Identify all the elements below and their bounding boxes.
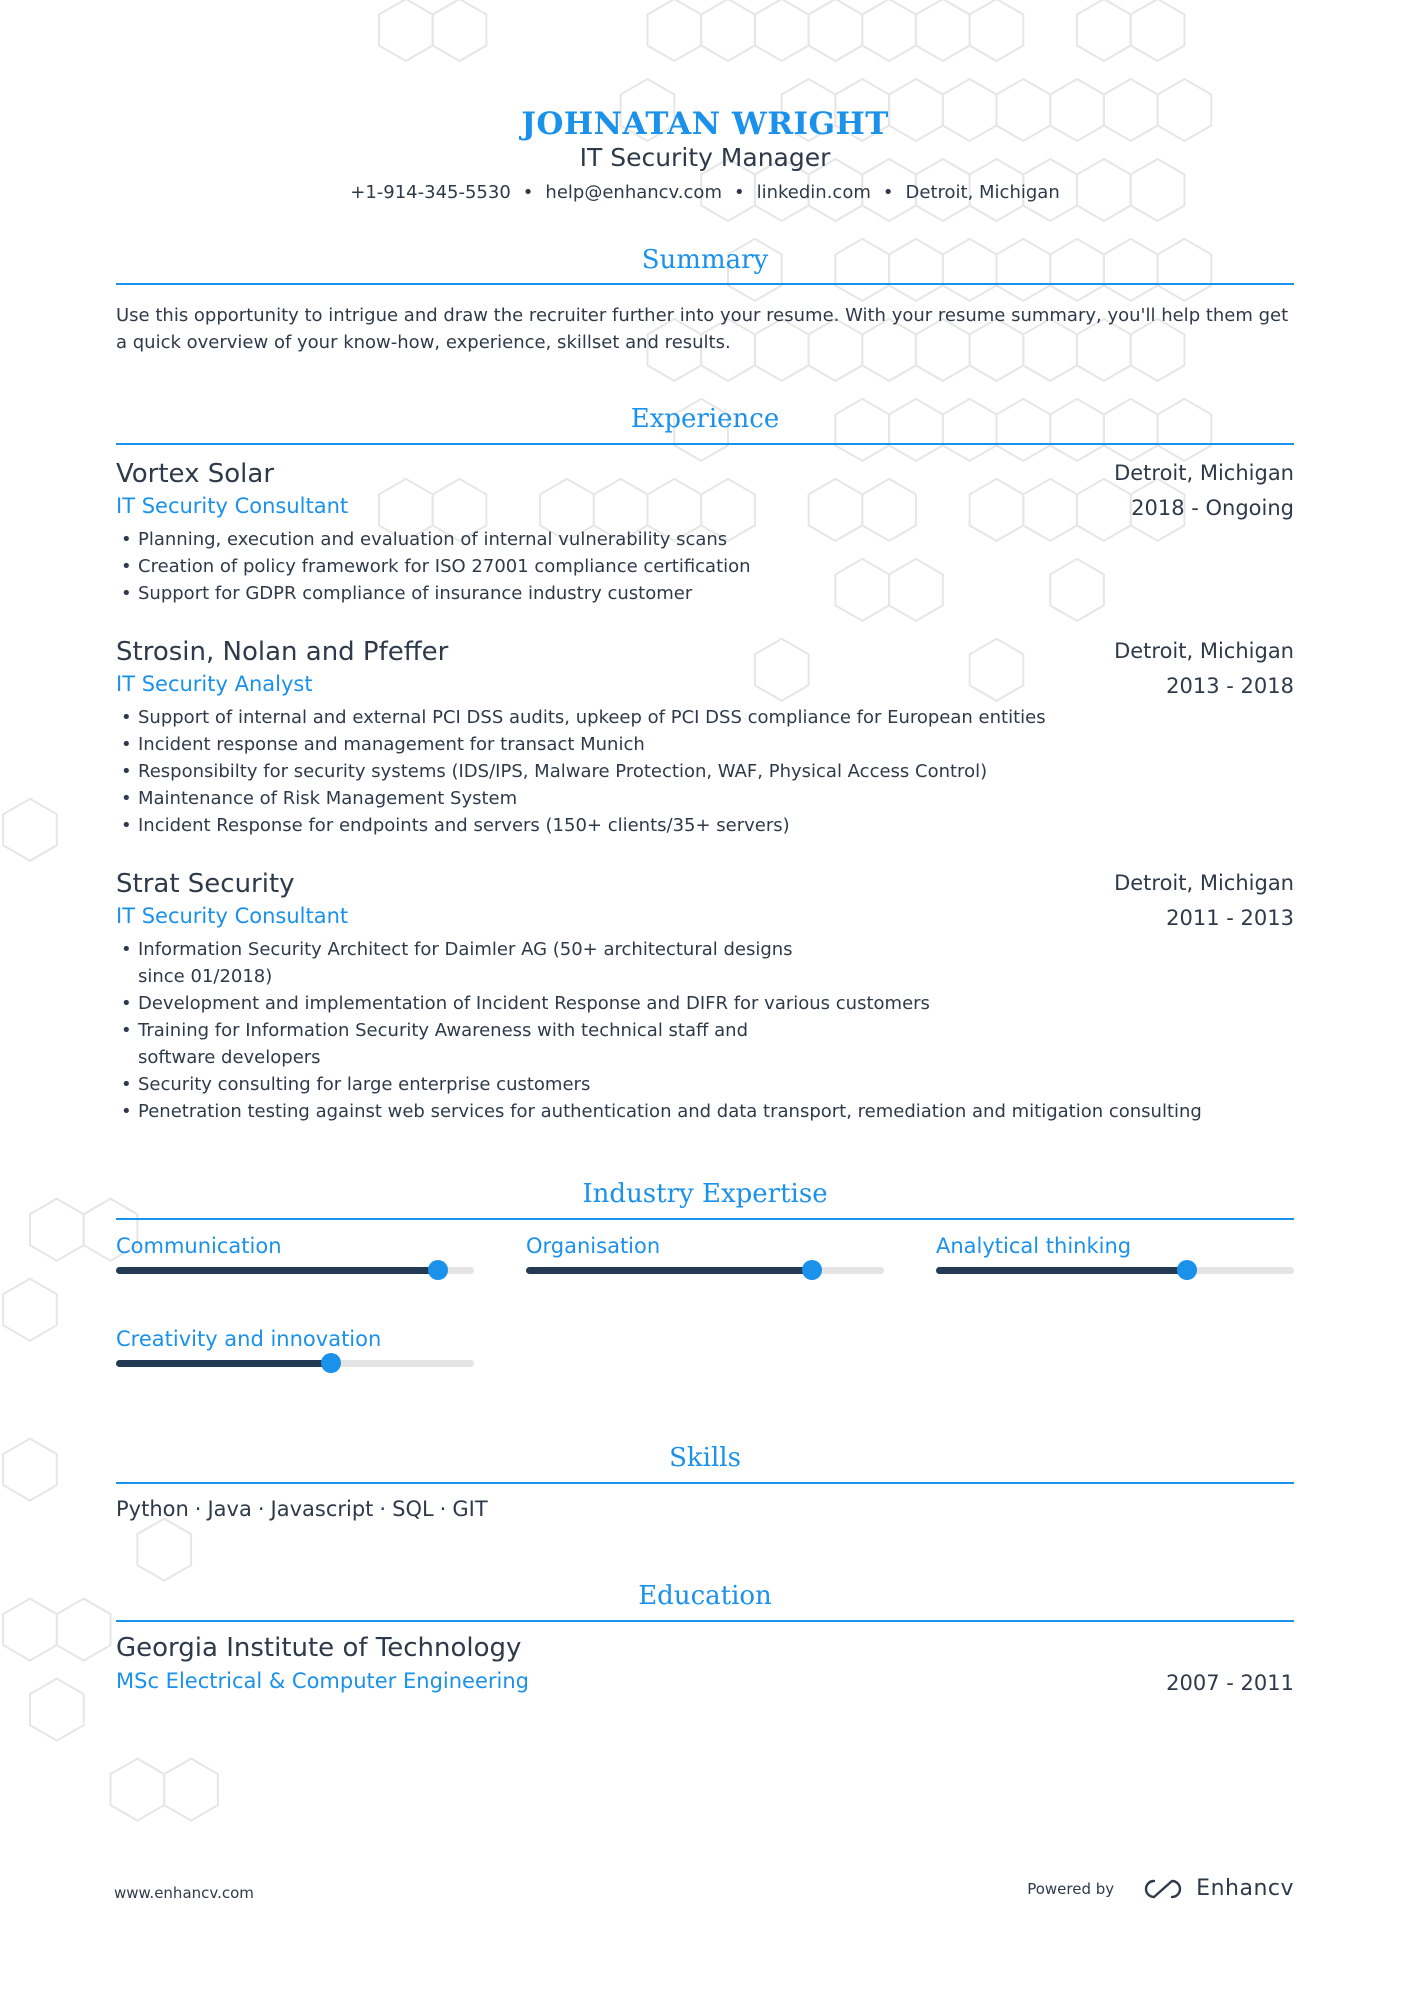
brand-name[interactable]: Enhancv [1196, 1876, 1294, 1901]
job-dates: 2018 - Ongoing [1131, 496, 1294, 520]
hexagon-shape [57, 1599, 111, 1661]
expertise-bar-knob [1177, 1260, 1197, 1280]
summary-text: Use this opportunity to intrigue and draw the recruiter further into your resume. With your resume summary, you'll help them get a quick overview of your know-how, experience, skillset and results. [116, 305, 1289, 353]
expertise-bar-fill [936, 1267, 1187, 1274]
expertise-label: Organisation [526, 1234, 661, 1258]
company-name: Vortex Solar [116, 459, 275, 489]
powered-by-label: Powered by [1027, 1879, 1115, 1898]
list-item: • Development and implementation of Incident Response and DIFR for various customers [116, 990, 1294, 1017]
hexagon-shape [137, 1519, 191, 1581]
job-bullets [116, 526, 1294, 607]
resume-header [116, 103, 1294, 205]
expertise-bar-fill [116, 1360, 331, 1367]
linkedin-link[interactable]: linkedin.com [756, 182, 871, 203]
job-location: Detroit, Michigan [1114, 461, 1294, 485]
separator-dot: • [882, 182, 894, 203]
hexagon-shape [164, 1759, 218, 1821]
hexagon-shape [809, 0, 863, 61]
hexagon-shape [3, 799, 57, 861]
list-item: • Support of internal and external PCI DSS audits, upkeep of PCI DSS compliance for European entities [116, 704, 1294, 731]
degree: MSc Electrical & Computer Engineering [116, 1669, 529, 1693]
list-item: • Penetration testing against web services for authentication and data transport, remediation and mitigation consulting [116, 1098, 1294, 1125]
expertise-heading: Industry Expertise [582, 1179, 828, 1209]
job-location: Detroit, Michigan [1114, 639, 1294, 663]
list-item: • Incident Response for endpoints and servers (150+ clients/35+ servers) [116, 812, 1294, 839]
expertise-bar [936, 1267, 1294, 1274]
skills-divider [116, 1482, 1294, 1484]
email[interactable]: help@enhancv.com [545, 182, 722, 203]
skills-list [116, 1494, 488, 1524]
school-name: Georgia Institute of Technology [116, 1633, 522, 1663]
hexagon-shape [30, 1679, 84, 1741]
job-role: IT Security Consultant [116, 904, 349, 928]
skill-tag: Javascript [270, 1497, 374, 1521]
hexagon-shape [3, 1439, 57, 1501]
experience-heading: Experience [630, 404, 780, 434]
hexagon-shape [3, 1599, 57, 1661]
skill-tag: Python [116, 1497, 189, 1521]
job-entry [116, 868, 1294, 1125]
education-entry [116, 1632, 1294, 1696]
job-role: IT Security Consultant [116, 494, 349, 518]
hexagon-shape [111, 1759, 165, 1821]
job-entry [116, 458, 1294, 607]
list-item: • Responsibilty for security systems (IDS/IPS, Malware Protection, WAF, Physical Access Control) [116, 758, 1294, 785]
hexagon-shape [916, 0, 970, 61]
expertise-bar [116, 1267, 474, 1274]
list-item: • Planning, execution and evaluation of internal vulnerability scans [116, 526, 1294, 553]
candidate-name: JOHNATAN WRIGHT [521, 106, 889, 142]
enhancv-logo-icon [1140, 1877, 1186, 1901]
hexagon-shape [648, 0, 702, 61]
job-dates: 2013 - 2018 [1166, 674, 1294, 698]
expertise-item [526, 1231, 884, 1274]
hexagon-shape [755, 0, 809, 61]
hexagon-shape [1077, 0, 1131, 61]
expertise-label: Communication [116, 1234, 282, 1258]
phone: +1-914-345-5530 [350, 182, 511, 203]
hexagon-shape [3, 1279, 57, 1341]
job-location: Detroit, Michigan [1114, 871, 1294, 895]
hexagon-shape [970, 0, 1024, 61]
expertise-label: Analytical thinking [936, 1234, 1132, 1258]
expertise-label: Creativity and innovation [116, 1327, 382, 1351]
skill-tag: SQL [392, 1497, 434, 1521]
contact-line [116, 181, 1294, 205]
expertise-bar-fill [116, 1267, 438, 1274]
list-item: • Information Security Architect for Daimler AG (50+ architectural designs since 01/2018) [116, 936, 818, 990]
skills-heading: Skills [669, 1443, 741, 1473]
expertise-bar [526, 1267, 884, 1274]
education-dates: 2007 - 2011 [1166, 1671, 1294, 1695]
expertise-bar-knob [321, 1353, 341, 1373]
expertise-divider [116, 1218, 1294, 1220]
summary-divider [116, 283, 1294, 285]
skill-tag: GIT [452, 1497, 488, 1521]
separator-dot: • [733, 182, 745, 203]
expertise-bar [116, 1360, 474, 1367]
expertise-item [116, 1324, 474, 1367]
separator-dot: • [522, 182, 534, 203]
list-item: • Training for Information Security Awareness with technical staff and software developers [116, 1017, 818, 1071]
company-name: Strosin, Nolan and Pfeffer [116, 637, 449, 667]
hexagon-shape [30, 1199, 84, 1261]
hexagon-shape [379, 0, 433, 61]
job-dates: 2011 - 2013 [1166, 906, 1294, 930]
location: Detroit, Michigan [905, 182, 1060, 203]
job-bullets [116, 936, 1294, 1125]
expertise-bar-fill [526, 1267, 812, 1274]
job-entry [116, 636, 1294, 839]
separator-dot: · [194, 1497, 202, 1521]
separator-dot: · [439, 1497, 447, 1521]
hexagon-shape [433, 0, 487, 61]
footer-website[interactable]: www.enhancv.com [114, 1884, 254, 1902]
hexagon-shape [1131, 0, 1185, 61]
expertise-item [936, 1231, 1294, 1274]
separator-dot: · [379, 1497, 387, 1521]
hexagon-shape [862, 0, 916, 61]
list-item: • Support for GDPR compliance of insurance industry customer [116, 580, 1294, 607]
expertise-item [116, 1231, 474, 1274]
footer-branding [1027, 1876, 1294, 1901]
list-item: • Security consulting for large enterprise customers [116, 1071, 1294, 1098]
job-role: IT Security Analyst [116, 672, 313, 696]
candidate-title: IT Security Manager [579, 143, 831, 172]
company-name: Strat Security [116, 869, 295, 899]
job-bullets [116, 704, 1294, 839]
education-divider [116, 1620, 1294, 1622]
summary-heading: Summary [641, 245, 769, 275]
hexagon-shape [701, 0, 755, 61]
education-heading: Education [638, 1581, 772, 1611]
list-item: • Creation of policy framework for ISO 27001 compliance certification [116, 553, 1294, 580]
experience-divider [116, 443, 1294, 445]
list-item: • Incident response and management for transact Munich [116, 731, 1294, 758]
skill-tag: Java [207, 1497, 252, 1521]
list-item: • Maintenance of Risk Management System [116, 785, 1294, 812]
separator-dot: · [257, 1497, 265, 1521]
